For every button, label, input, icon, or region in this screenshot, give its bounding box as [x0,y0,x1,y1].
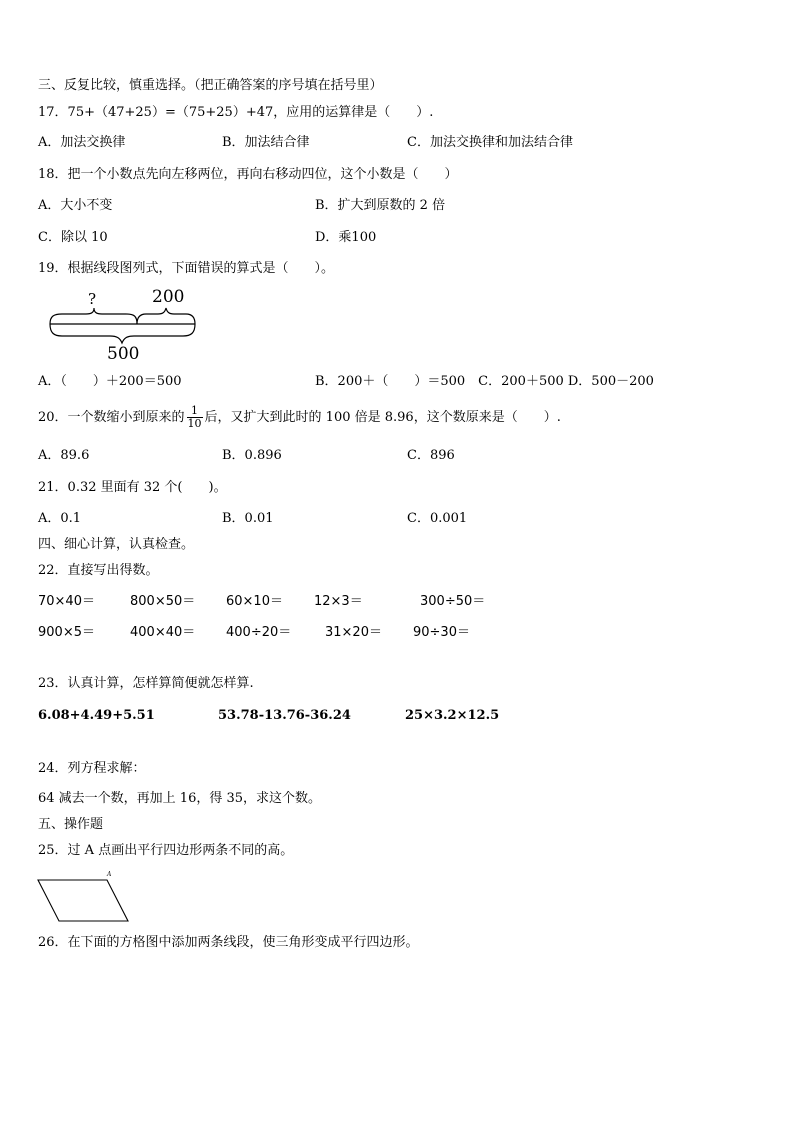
section-3-heading: 三、反复比较，慎重选择。（把正确答案的序号填在括号里） [38,78,383,93]
q17-option-b: B．加法结合律 [222,135,310,150]
q17-option-c: C．加法交换律和加法结合律 [407,135,573,150]
q24-problem: 64 减去一个数，再加上 16，得 35，求这个数。 [38,791,322,806]
q18-option-a: A．大小不变 [38,198,113,213]
q18-option-c: C．除以 10 [38,230,108,245]
q21-option-c: C．0.001 [407,511,468,526]
question-17: 17．75+（47+25）=（75+25）+47，应用的运算律是（ ）. [38,105,434,120]
q22-r2-c5: 90÷30＝ [413,625,470,640]
q21-option-a: A．0.1 [38,511,82,526]
q18-option-b: B．扩大到原数的 2 倍 [315,198,446,213]
q19-options-bcd: B．200＋（ ）＝500 C．200＋500 D．500－200 [315,374,654,389]
q22-r1-c1: 70×40＝ [38,594,95,609]
diagram-unknown-label: ? [88,290,97,308]
diagram-200-label: 200 [152,287,185,307]
section-5-heading: 五、操作题 [38,817,104,832]
section-4-heading: 四、细心计算，认真检查。 [38,537,195,552]
q20-fraction-numerator: 1 [191,404,199,418]
q22-r2-c4: 31×20＝ [325,625,382,640]
q23-expression-2: 53.78-13.76-36.24 [218,708,351,723]
q23-expression-1: 6.08+4.49+5.51 [38,708,155,723]
q17-option-a: A．加法交换律 [38,135,126,150]
q20-text-post: 后，又扩大到此时的 100 倍是 8.96，这个数原来是（ ）. [204,410,561,425]
question-26: 26．在下面的方格图中添加两条线段，使三角形变成平行四边形。 [38,935,419,950]
q22-r2-c3: 400÷20＝ [226,625,292,640]
question-24: 24．列方程求解： [38,761,146,776]
question-21: 21．0.32 里面有 32 个( )。 [38,480,227,495]
question-22: 22．直接写出得数。 [38,563,159,578]
q22-r1-c3: 60×10＝ [226,594,283,609]
q20-option-c: C．896 [407,448,455,463]
q21-option-b: B．0.01 [222,511,274,526]
q20-fraction-denominator: 10 [187,417,202,430]
question-25: 25．过 A 点画出平行四边形两条不同的高。 [38,843,294,858]
q18-option-d: D．乘100 [315,230,377,245]
q22-r1-c5: 300÷50＝ [420,594,486,609]
point-a-label: A [107,871,112,878]
q23-expression-3: 25×3.2×12.5 [405,708,500,723]
question-19: 19．根据线段图列式，下面错误的算式是（ ）。 [38,261,335,276]
q20-option-a: A．89.6 [38,448,90,463]
q22-r1-c4: 12×3＝ [314,594,363,609]
diagram-500-label: 500 [107,344,140,364]
question-18: 18．把一个小数点先向左移两位，再向右移动四位，这个小数是（ ） [38,167,458,182]
q22-r2-c2: 400×40＝ [130,625,196,640]
q20-text-pre: 20．一个数缩小到原来的 [38,410,185,425]
q20-option-b: B．0.896 [222,448,282,463]
question-23: 23．认真计算，怎样算简便就怎样算. [38,676,254,691]
q22-r1-c2: 800×50＝ [130,594,196,609]
q19-option-a: A．（ ）＋200＝500 [38,374,182,389]
q22-r2-c1: 900×5＝ [38,625,95,640]
